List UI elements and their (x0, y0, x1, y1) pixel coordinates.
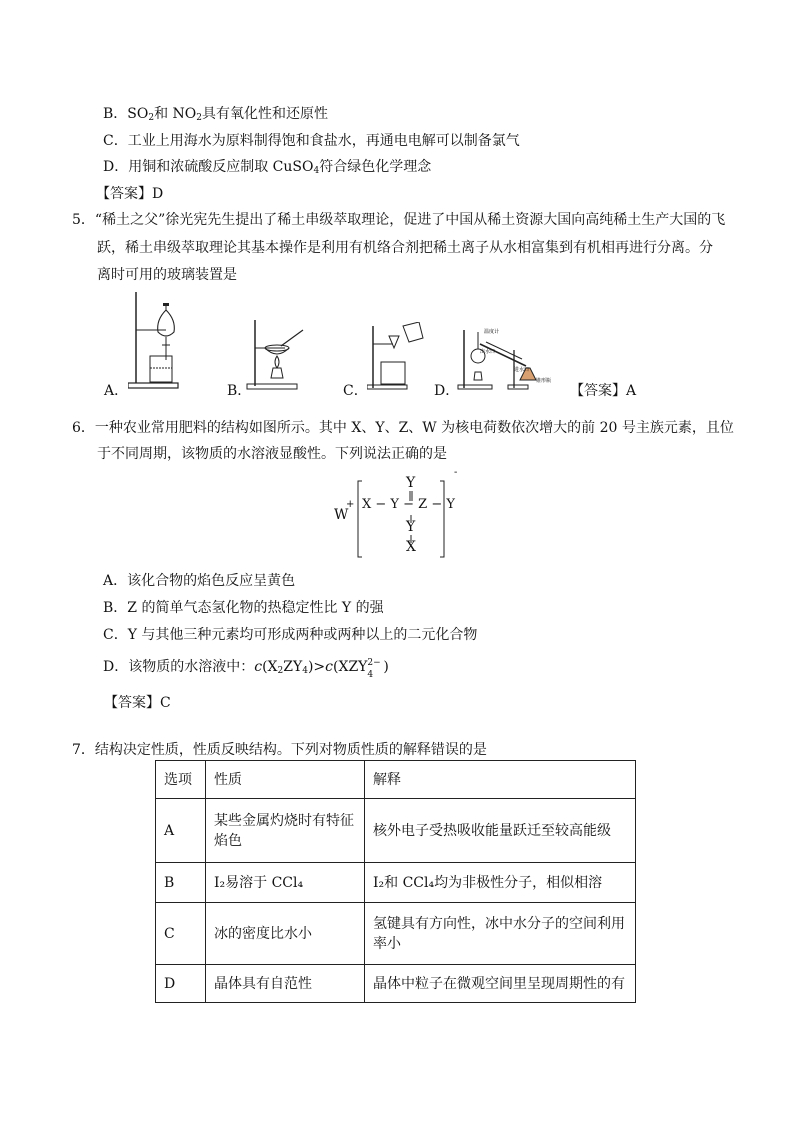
q6-stem-line2: 于不同周期，该物质的水溶液显酸性。下列说法正确的是 (97, 446, 447, 462)
q7-table (155, 760, 636, 1003)
row-a-property: 某些金属灼烧时有特征焰色 (206, 799, 365, 863)
row-b-property: I₂易溶于 CCl₄ (206, 863, 365, 903)
q5-stem-line2: 跃，稀土串级萃取理论其基本操作是利用有机络合剂把稀土离子从水相富集到有机相再进行分离。分 (97, 240, 713, 256)
q6-answer: 【答案】C (104, 695, 171, 711)
d-label-thermometer: 温度计 (484, 329, 500, 335)
q6-option-b: B．Z 的简单气态氢化物的热稳定性比 Y 的强 (103, 600, 384, 616)
struct-minus: - (454, 467, 458, 478)
row-b-option: B (156, 863, 206, 903)
struct-y-bottom: Y (406, 519, 416, 535)
row-a-explanation: 核外电子受热吸收能量跃迁至较高能级 (365, 799, 636, 863)
apparatus-a-label: A． (104, 383, 129, 399)
q5-stem-line1: 5．“稀土之父”徐光宪先生提出了稀土串级萃取理论，促进了中国从稀土资源大国向高纯稀土生产大国的飞 (72, 212, 726, 228)
row-a-option: A (156, 799, 206, 863)
apparatus-a-separatory-funnel (128, 290, 184, 390)
q4-option-c: C．工业上用海水为原料制得饱和食盐水，再通电电解可以制备氯气 (103, 133, 520, 149)
header-explanation: 解释 (365, 761, 636, 799)
q5-answer: 【答案】A (570, 383, 637, 399)
row-c-property: 冰的密度比水小 (206, 903, 365, 965)
struct-x-bottom: X (406, 539, 416, 555)
header-property: 性质 (206, 761, 365, 799)
apparatus-b-label: B． (227, 383, 252, 399)
row-c-explanation: 氢键具有方向性，冰中水分子的空间利用率小 (365, 903, 636, 965)
apparatus-c-pouring (367, 322, 427, 390)
table-row (156, 965, 636, 1003)
apparatus-d-label: D． (434, 383, 460, 399)
apparatus-c-label: C． (343, 383, 368, 399)
q7-stem: 7．结构决定性质，性质反映结构。下列对物质性质的解释错误的是 (72, 742, 487, 758)
q4-option-b: B．$SO_2$和 $NO_2$具有氧化性和还原性 (103, 106, 329, 123)
table-row (156, 863, 636, 903)
q6-option-c: C．Y 与其他三种元素均可形成两种或两种以上的二元化合物 (103, 627, 478, 643)
row-c-option: C (156, 903, 206, 965)
q6-option-a: A．该化合物的焰色反应呈黄色 (103, 573, 296, 589)
q4-option-d: D．用铜和浓硫酸反应制取 CuSO$_4$符合绿色化学理念 (103, 159, 432, 176)
struct-plus: + (346, 499, 355, 510)
q6-structure-diagram (330, 467, 470, 561)
table-row (156, 799, 636, 863)
table-row (156, 903, 636, 965)
struct-main-chain: X − Y − Z − Y (362, 497, 455, 512)
apparatus-b-evaporation (245, 318, 307, 390)
struct-w: W (334, 507, 349, 523)
row-d-option: D (156, 965, 206, 1003)
d-label-outlet: 出水口 (480, 349, 496, 355)
header-option: 选项 (156, 761, 206, 799)
q6-option-d: D．该物质的水溶液中：$c(X_2ZY_4)>c(XZY$ 2− 4 ) (103, 658, 389, 680)
table-header-row (156, 761, 636, 799)
struct-y-top: Y (406, 475, 416, 491)
q5-stem-line3: 离时可用的玻璃装置是 (97, 267, 237, 283)
d-label-flask: 锥形瓶 (536, 378, 552, 384)
row-d-property: 晶体具有自范性 (206, 965, 365, 1003)
q4-answer: 【答案】D (96, 186, 164, 202)
apparatus-d-distillation (456, 322, 556, 390)
row-d-explanation: 晶体中粒子在微观空间里呈现周期性的有 (365, 965, 636, 1003)
q6-stem-line1: 6．一种农业常用肥料的结构如图所示。其中 X、Y、Z、W 为核电荷数依次增大的前 20 号主族元素，且位 (72, 420, 734, 436)
d-label-inlet: 进水口 (514, 367, 530, 373)
row-b-explanation: I₂和 CCl₄均为非极性分子，相似相溶 (365, 863, 636, 903)
